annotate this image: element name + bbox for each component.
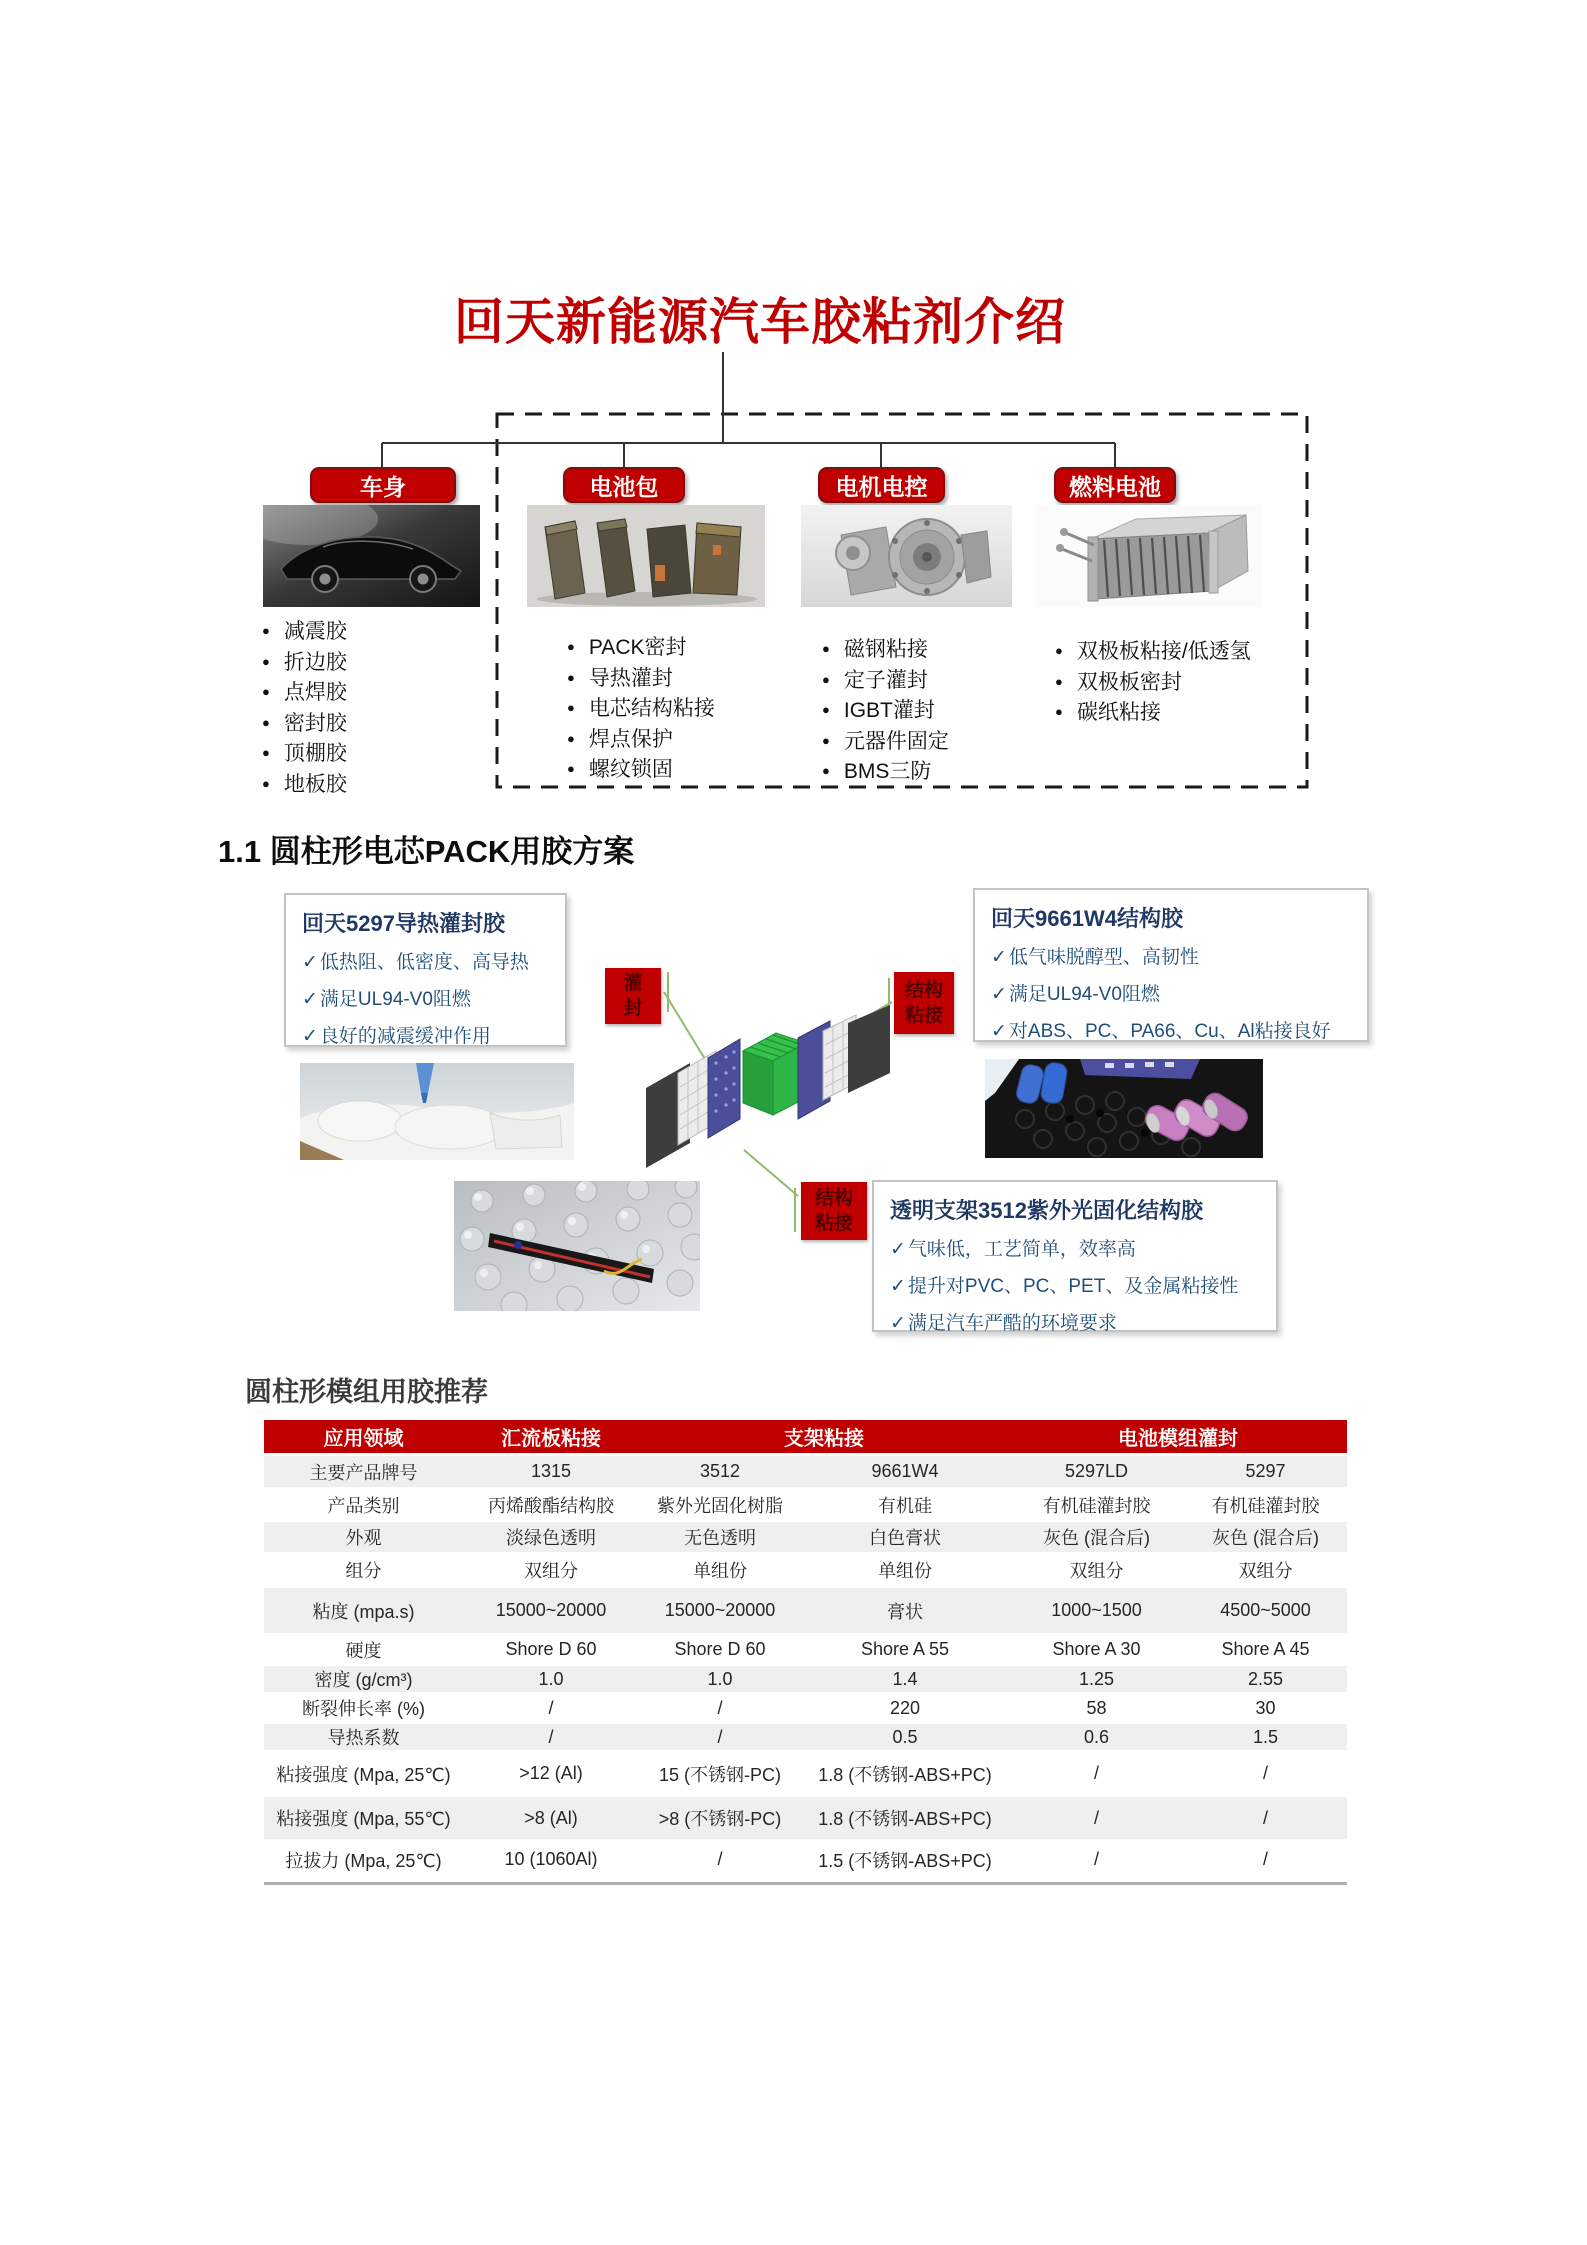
- row-label: 产品类别: [264, 1489, 463, 1521]
- transparent-car-photo: [263, 505, 480, 607]
- spec-table: [264, 1420, 1347, 1880]
- table-title: 圆柱形模组用胶推荐: [245, 1377, 488, 1407]
- structural-label-text: 结构粘接: [904, 980, 943, 1026]
- callout-point: ✓ 对ABS、PC、PA66、Cu、Al粘接良好: [991, 1013, 1351, 1050]
- callout-title: 回天5297导热灌封胶: [302, 911, 505, 936]
- cell-value: 30: [1184, 1694, 1347, 1723]
- category-list-item: ● PACK密封: [567, 634, 715, 665]
- category-list-battery-pack: [567, 634, 715, 787]
- fuel-cell-stack-photo: [1036, 505, 1262, 607]
- cell-value: 白色膏状: [801, 1521, 1009, 1554]
- row-label: 主要产品牌号: [264, 1455, 463, 1489]
- cell-value: /: [1009, 1796, 1184, 1841]
- exploded-module-diagram: [638, 1003, 898, 1171]
- cell-value: 1.8 (不锈钢-ABS+PC): [801, 1752, 1009, 1796]
- cell-value: 220: [801, 1694, 1009, 1723]
- cell-value: 5297: [1184, 1455, 1347, 1489]
- category-pill-battery-pack: 电池包: [563, 467, 685, 503]
- row-label: 硬度: [264, 1635, 463, 1665]
- category-list-item: ● 螺纹锁固: [567, 756, 715, 787]
- category-list-item: ● 顶棚胶: [262, 740, 347, 771]
- row-label: 导热系数: [264, 1723, 463, 1752]
- potting-process-photo: [300, 1063, 574, 1160]
- cell-value: 10 (1060Al): [463, 1841, 639, 1879]
- cell-value: 9661W4: [801, 1455, 1009, 1489]
- header-application-field: 应用领域: [264, 1420, 463, 1455]
- category-list-item: ● 定子灌封: [822, 667, 949, 698]
- table-row: [264, 1554, 1347, 1587]
- category-list-body: [262, 618, 347, 801]
- table-row: [264, 1635, 1347, 1665]
- category-list-item: ● 焊点保护: [567, 726, 715, 757]
- cell-value: 有机硅灌封胶: [1009, 1489, 1184, 1521]
- category-list-item: ● 导热灌封: [567, 665, 715, 696]
- page-title: 回天新能源汽车胶粘剂介绍: [454, 294, 1066, 350]
- table-row: [264, 1665, 1347, 1694]
- table-row: [264, 1455, 1347, 1489]
- cell-value: /: [1009, 1752, 1184, 1796]
- cell-value: 1000~1500: [1009, 1587, 1184, 1635]
- cell-value: /: [639, 1723, 801, 1752]
- cell-value: Shore D 60: [639, 1635, 801, 1665]
- callout-point: ✓ 低热阻、低密度、高导热: [302, 944, 549, 981]
- cell-value: 无色透明: [639, 1521, 801, 1554]
- callout-point: ✓ 气味低，工艺简单，效率高: [890, 1231, 1260, 1268]
- cell-value: Shore D 60: [463, 1635, 639, 1665]
- cell-value: 4500~5000: [1184, 1587, 1347, 1635]
- callout-point: ✓ 满足UL94-V0阻燃: [991, 976, 1351, 1013]
- cell-value: /: [463, 1723, 639, 1752]
- cell-value: >8 (不锈钢-PC): [639, 1796, 801, 1841]
- row-label: 粘接强度 (Mpa, 55℃): [264, 1796, 463, 1841]
- cell-value: /: [639, 1841, 801, 1879]
- cell-value: 灰色 (混合后): [1184, 1521, 1347, 1554]
- cell-value: /: [1009, 1841, 1184, 1879]
- header-module-potting: 电池模组灌封: [1009, 1420, 1347, 1455]
- structural-label-text: 结构粘接: [814, 1188, 853, 1234]
- callout-point: ✓ 满足汽车严酷的环境要求: [890, 1305, 1260, 1342]
- cell-value: >8 (Al): [463, 1796, 639, 1841]
- cell-value: 15000~20000: [639, 1587, 801, 1635]
- table-row: [264, 1723, 1347, 1752]
- cell-value: 1.0: [463, 1665, 639, 1694]
- cell-value: 有机硅灌封胶: [1184, 1489, 1347, 1521]
- callout-point: ✓ 满足UL94-V0阻燃: [302, 981, 549, 1018]
- category-list-item: ● 密封胶: [262, 710, 347, 741]
- cell-value: 58: [1009, 1694, 1184, 1723]
- structural-bonding-label-bottom: [801, 1182, 867, 1240]
- category-list-item: ● 磁钢粘接: [822, 636, 949, 667]
- cell-value: Shore A 45: [1184, 1635, 1347, 1665]
- category-pill-motor-control: 电机电控: [818, 467, 945, 503]
- cell-value: /: [463, 1694, 639, 1723]
- cell-value: Shore A 55: [801, 1635, 1009, 1665]
- cell-value: 丙烯酸酯结构胶: [463, 1489, 639, 1521]
- lens-bracket-photo: [454, 1181, 700, 1311]
- row-label: 外观: [264, 1521, 463, 1554]
- category-list-item: ● 双极板密封: [1055, 669, 1251, 700]
- cell-value: 双组分: [463, 1554, 639, 1587]
- row-label: 密度 (g/cm³): [264, 1665, 463, 1694]
- callout-3512: [872, 1180, 1278, 1332]
- cell-value: 2.55: [1184, 1665, 1347, 1694]
- cell-value: 3512: [639, 1455, 801, 1489]
- callout-point: ✓ 低气味脱醇型、高韧性: [991, 939, 1351, 976]
- category-list-fuel-cell: [1055, 638, 1251, 730]
- category-list-item: ● 点焊胶: [262, 679, 347, 710]
- section-heading: 1.1 圆柱形电芯PACK用胶方案: [218, 834, 635, 869]
- org-chart-connectors: [382, 352, 1115, 467]
- callout-title: 透明支架3512紫外光固化结构胶: [890, 1198, 1203, 1223]
- category-list-item: ● BMS三防: [822, 758, 949, 789]
- table-row: [264, 1796, 1347, 1841]
- category-list-item: ● 元器件固定: [822, 728, 949, 759]
- table-row: [264, 1694, 1347, 1723]
- table-row: [264, 1489, 1347, 1521]
- category-list-item: ● IGBT灌封: [822, 697, 949, 728]
- table-row: [264, 1752, 1347, 1796]
- callout-point: ✓ 良好的减震缓冲作用: [302, 1018, 549, 1055]
- structural-bonding-label-top: [894, 972, 954, 1034]
- category-list-item: ● 减震胶: [262, 618, 347, 649]
- cell-value: 1.4: [801, 1665, 1009, 1694]
- cell-value: 1.25: [1009, 1665, 1184, 1694]
- cell-value: 1.5 (不锈钢-ABS+PC): [801, 1841, 1009, 1879]
- header-busbar-bonding: 汇流板粘接: [463, 1420, 639, 1455]
- cell-value: 膏状: [801, 1587, 1009, 1635]
- battery-pack-photo: [527, 505, 765, 607]
- cell-value: 淡绿色透明: [463, 1521, 639, 1554]
- cell-value: 紫外光固化树脂: [639, 1489, 801, 1521]
- cell-value: >12 (Al): [463, 1752, 639, 1796]
- cell-value: /: [1184, 1796, 1347, 1841]
- cell-value: Shore A 30: [1009, 1635, 1184, 1665]
- cell-value: 0.5: [801, 1723, 1009, 1752]
- cell-value: /: [639, 1694, 801, 1723]
- category-pill-body: 车身: [310, 467, 456, 503]
- callout-point: ✓ 提升对PVC、PC、PET、及金属粘接性: [890, 1268, 1260, 1305]
- callout-9661w4: [973, 888, 1369, 1042]
- potting-label-text: 灌封: [623, 973, 643, 1019]
- cell-value: 15000~20000: [463, 1587, 639, 1635]
- cell-holder-photo: [985, 1059, 1263, 1158]
- category-list-item: ● 碳纸粘接: [1055, 699, 1251, 730]
- category-list-item: ● 双极板粘接/低透氢: [1055, 638, 1251, 669]
- category-list-motor-control: [822, 636, 949, 789]
- callout-5297: [284, 893, 567, 1047]
- cell-value: 单组份: [639, 1554, 801, 1587]
- row-label: 拉拔力 (Mpa, 25℃): [264, 1841, 463, 1879]
- cell-value: 15 (不锈钢-PC): [639, 1752, 801, 1796]
- category-list-item: ● 电芯结构粘接: [567, 695, 715, 726]
- cell-value: 5297LD: [1009, 1455, 1184, 1489]
- table-row: [264, 1521, 1347, 1554]
- table-row: [264, 1587, 1347, 1635]
- category-list-item: ● 地板胶: [262, 771, 347, 802]
- cell-value: 1315: [463, 1455, 639, 1489]
- callout-title: 回天9661W4结构胶: [991, 906, 1183, 931]
- category-list-item: ● 折边胶: [262, 649, 347, 680]
- category-pill-fuel-cell: 燃料电池: [1054, 467, 1176, 503]
- table-header-row: [264, 1420, 1347, 1455]
- cell-value: /: [1184, 1841, 1347, 1879]
- row-label: 断裂伸长率 (%): [264, 1694, 463, 1723]
- row-label: 粘度 (mpa.s): [264, 1587, 463, 1635]
- cell-value: 双组分: [1009, 1554, 1184, 1587]
- cell-value: 1.8 (不锈钢-ABS+PC): [801, 1796, 1009, 1841]
- spec-table-wrapper: [264, 1420, 1347, 1885]
- row-label: 粘接强度 (Mpa, 25℃): [264, 1752, 463, 1796]
- cell-value: 1.0: [639, 1665, 801, 1694]
- cell-value: 0.6: [1009, 1723, 1184, 1752]
- cell-value: 1.5: [1184, 1723, 1347, 1752]
- cell-value: 双组分: [1184, 1554, 1347, 1587]
- table-row: [264, 1841, 1347, 1879]
- cell-value: 有机硅: [801, 1489, 1009, 1521]
- header-bracket-bonding: 支架粘接: [639, 1420, 1009, 1455]
- row-label: 组分: [264, 1554, 463, 1587]
- cell-value: 灰色 (混合后): [1009, 1521, 1184, 1554]
- motor-controller-photo: [801, 505, 1012, 607]
- cell-value: 单组份: [801, 1554, 1009, 1587]
- cell-value: /: [1184, 1752, 1347, 1796]
